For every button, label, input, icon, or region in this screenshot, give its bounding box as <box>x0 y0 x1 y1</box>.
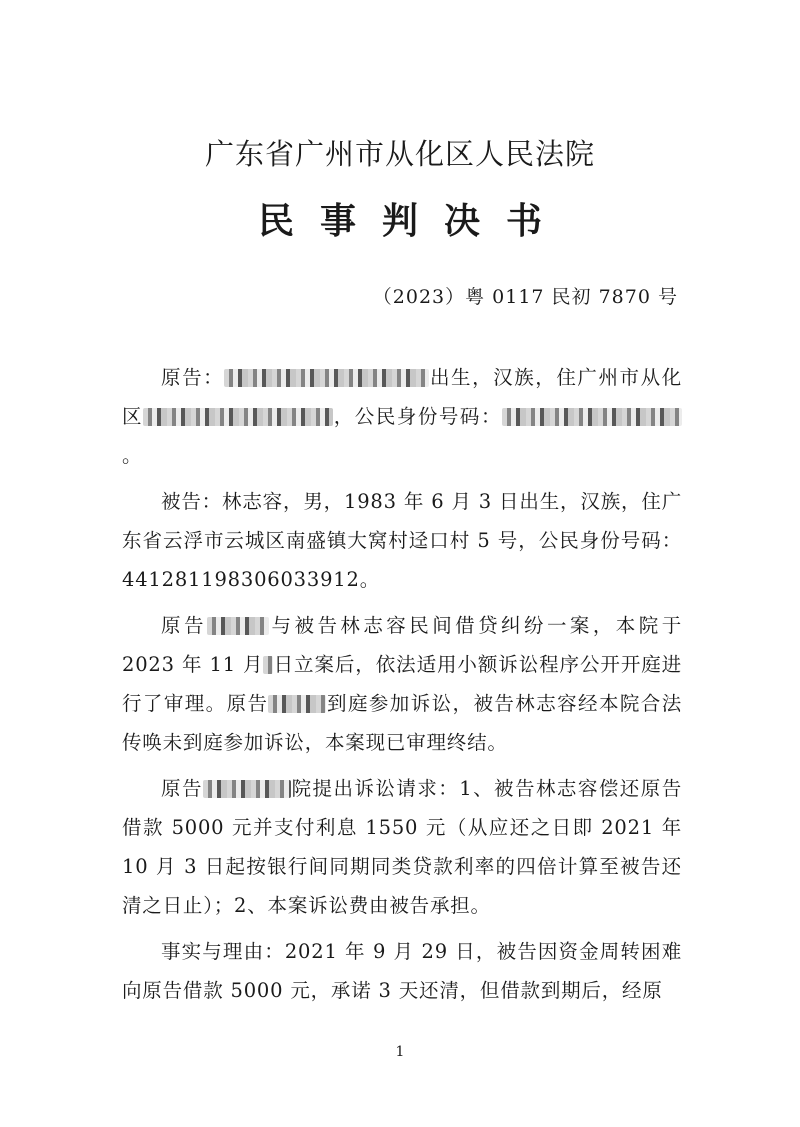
defendant-paragraph: 被告：林志容，男，1983 年 6 月 3 日出生，汉族，住广东省云浮市云城区南盛镇大窝村迳口村 5 号，公民身份号码：441281198306033912。 <box>122 490 682 591</box>
document-title: 民事判决书 <box>257 200 568 242</box>
claims-part1: 原告 <box>161 777 203 800</box>
case-intro-part1: 原告 <box>161 614 207 637</box>
redacted-day <box>263 656 273 674</box>
redacted-plaintiff-address <box>143 408 333 426</box>
plaintiff-birth-tail: 出生，汉族，住 <box>429 366 578 389</box>
case-number: （2023）粤 0117 民初 7870 号 <box>372 286 678 308</box>
page-number: 1 <box>395 1044 405 1060</box>
redacted-plaintiff-name-2 <box>268 695 326 713</box>
plaintiff-id-tail: ，公民身份号码： <box>333 405 502 428</box>
redacted-plaintiff-name-3 <box>203 780 291 798</box>
claims-part2: 院提出诉讼请求：1、被告林志容偿还原告借款 5000 元并支付利息 1550 元（从应还之日即 2021 年 10 月 3 日起按银行间同期同类贷款利率的四倍计算至被告还清之日止）；2、本案诉讼费由被告承担。 <box>122 777 682 917</box>
judgment-body <box>122 358 682 1017</box>
redacted-plaintiff-id <box>502 408 682 426</box>
claims-paragraph <box>122 769 682 925</box>
case-intro-part3: 日立案后，依法适用小额诉讼程序公开开庭进行了审理。原告 <box>122 653 682 715</box>
facts-paragraph: 事实与理由：2021 年 9 月 29 日，被告因资金周转困难向原告借款 5000 元，承诺 3 天还清，但借款到期后，经原 <box>122 940 682 1002</box>
case-intro-paragraph <box>122 606 682 762</box>
court-name: 广东省广州市从化区人民法院 <box>204 137 595 171</box>
redacted-plaintiff-name-birth <box>224 369 429 387</box>
plaintiff-address-head: 广州市从化区 <box>122 366 682 428</box>
plaintiff-paragraph: 原告： 出生，汉族，住广州市从化区 ，公民身份号码：。 <box>122 366 682 467</box>
plaintiff-label: 原告： <box>161 366 225 389</box>
redacted-plaintiff-name <box>207 617 269 635</box>
case-intro-part4: 到庭参加诉讼，被告林志容经本院合法传唤未到庭参加诉讼，本案现已审理终结。 <box>122 692 682 754</box>
case-intro-part2: 与被告林志容民间借贷纠纷一案，本院于 2023 年 11 月 <box>122 614 682 676</box>
